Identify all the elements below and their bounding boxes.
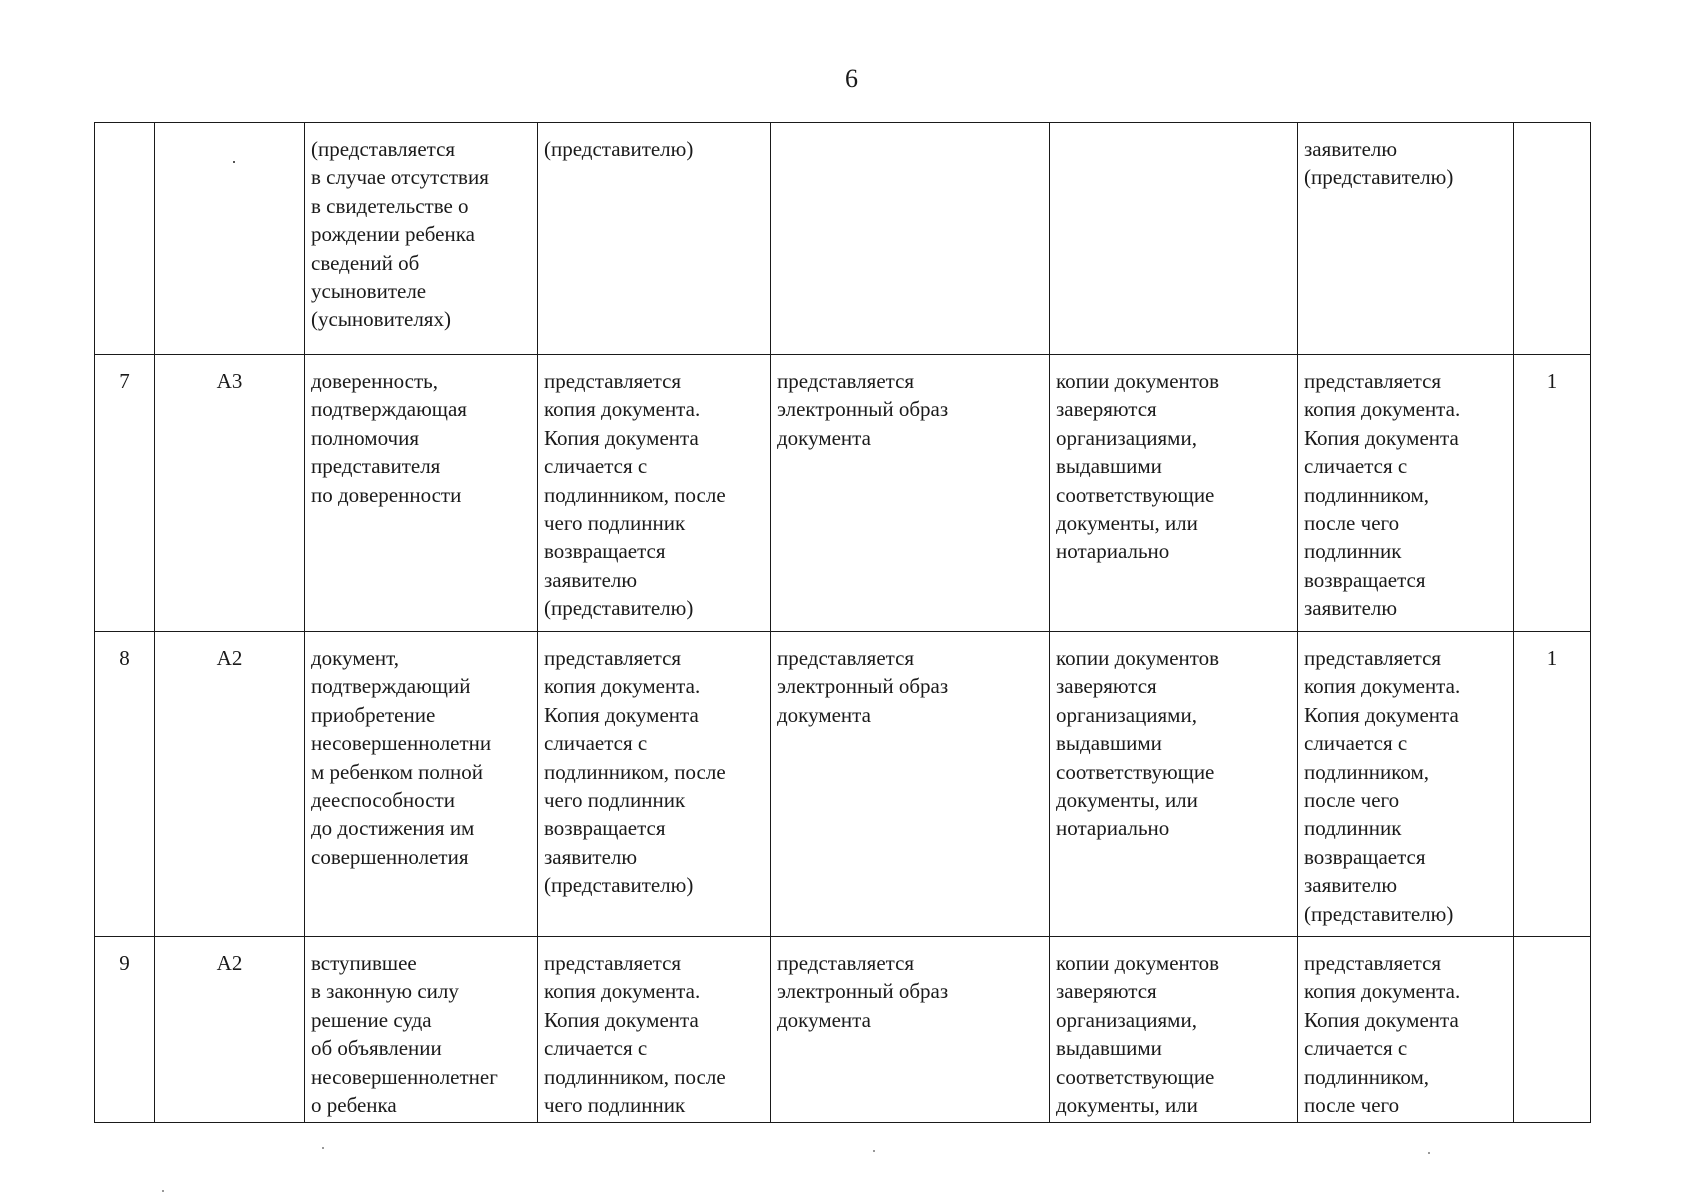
document-code-cell: А2 [155, 632, 305, 937]
count-cell [1514, 123, 1591, 355]
document-code-cell: А3 [155, 355, 305, 632]
scan-speck [1428, 1152, 1430, 1154]
certification-cell: копии документов заверяются организациями, выдавшими соответствующие документы, или нотариально [1050, 632, 1298, 937]
table-row [95, 123, 1591, 355]
electronic-form-cell [771, 123, 1050, 355]
count-cell [1514, 937, 1591, 1123]
certification-cell: копии документов заверяются организациями, выдавшими соответствующие документы, или нотариально [1050, 355, 1298, 632]
paper-form-cell: представляется копия документа. Копия документа сличается с подлинником, после чего подлинник возвращается заявителю (представителю) [538, 632, 771, 937]
scan-speck [873, 1150, 875, 1152]
requirements-cell: представляется копия документа. Копия документа сличается с подлинником, после чего [1298, 937, 1514, 1123]
count-cell: 1 [1514, 355, 1591, 632]
page-number: 6 [845, 64, 858, 93]
paper-form-cell: представляется копия документа. Копия документа сличается с подлинником, после чего подлинник возвращается заявителю (представителю) [538, 355, 771, 632]
row-number-cell: 8 [95, 632, 155, 937]
document-code-cell: А2 [155, 937, 305, 1123]
electronic-form-cell: представляется электронный образ документа [771, 355, 1050, 632]
paper-form-cell: представляется копия документа. Копия документа сличается с подлинником, после чего подлинник [538, 937, 771, 1123]
scan-dot [233, 161, 235, 163]
requirements-cell: представляется копия документа. Копия документа сличается с подлинником, после чего подлинник возвращается заявителю [1298, 355, 1514, 632]
document-name-cell: вступившее в законную силу решение суда об объявлении несовершеннолетнег о ребенка [305, 937, 538, 1123]
scan-speck [162, 1190, 164, 1192]
requirements-cell: заявителю (представителю) [1298, 123, 1514, 355]
table-row [95, 632, 1591, 937]
table-row [95, 355, 1591, 632]
document-code-cell [155, 123, 305, 355]
row-number-cell [95, 123, 155, 355]
requirements-cell: представляется копия документа. Копия документа сличается с подлинником, после чего подлинник возвращается заявителю (представителю) [1298, 632, 1514, 937]
document-name-cell: документ, подтверждающий приобретение несовершеннолетни м ребенком полной дееспособности до достижения им совершеннолетия [305, 632, 538, 937]
count-cell: 1 [1514, 632, 1591, 937]
document-name-cell: (представляется в случае отсутствия в свидетельстве о рождении ребенка сведений об усыновителе (усыновителях) [305, 123, 538, 355]
table-row [95, 937, 1591, 1123]
row-number-cell: 7 [95, 355, 155, 632]
certification-cell [1050, 123, 1298, 355]
scan-speck [322, 1147, 324, 1149]
row-number-cell: 9 [95, 937, 155, 1123]
certification-cell: копии документов заверяются организациями, выдавшими соответствующие документы, или [1050, 937, 1298, 1123]
electronic-form-cell: представляется электронный образ документа [771, 937, 1050, 1123]
documents-table [94, 122, 1591, 1123]
document-name-cell: доверенность, подтверждающая полномочия представителя по доверенности [305, 355, 538, 632]
electronic-form-cell: представляется электронный образ документа [771, 632, 1050, 937]
paper-form-cell: (представителю) [538, 123, 771, 355]
